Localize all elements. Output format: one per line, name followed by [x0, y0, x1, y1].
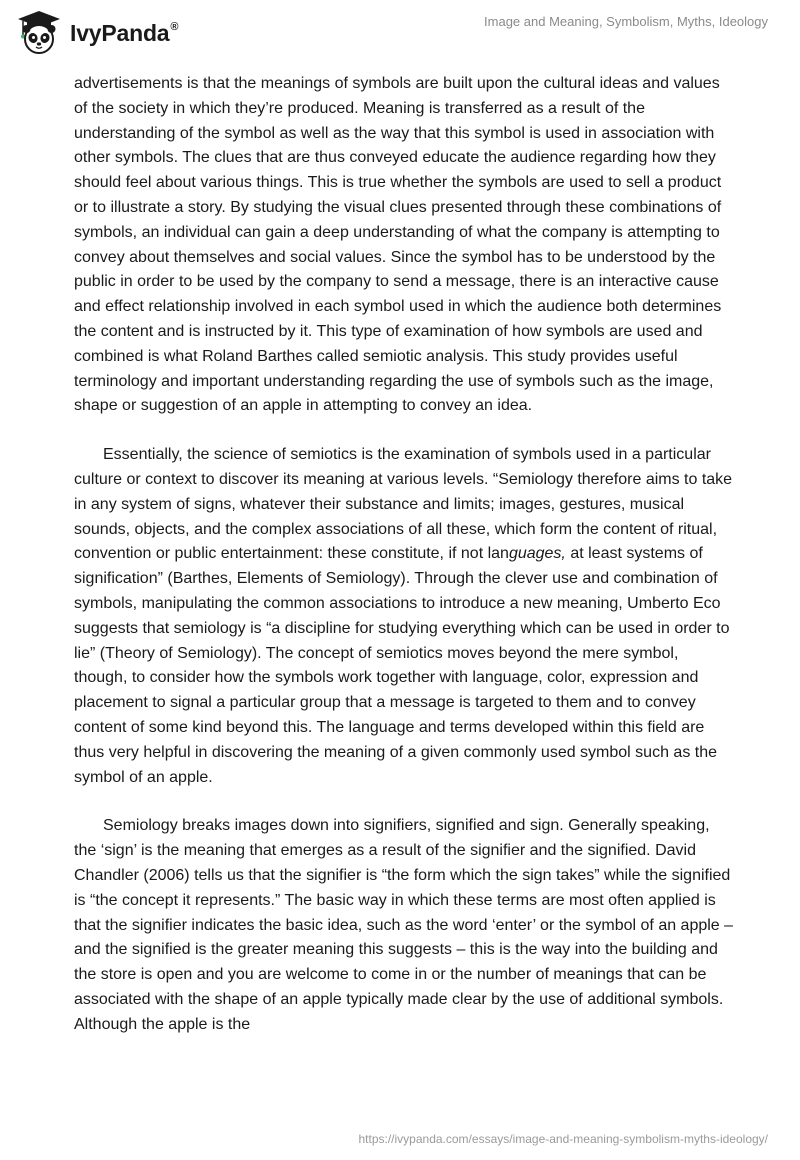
- paragraph-1: advertisements is that the meanings of symbols are built upon the cultural ideas and values of the society in which they’re produced. Meaning is transferred as a result of the understanding of the symbol as well as the way that this symbol is used in association with other symbols. The clues that are thus conveyed educate the audience regarding how they should feel about various things. This is true whether the symbols are used to sell a product or to illustrate a story. By studying the visual clues presented through these combinations of symbols, an individual can gain a deep understanding of what the company is attempting to convey about themselves and social values. Since the symbol has to be understood by the public in order to be used by the company to send a message, there is an interactive cause and effect relationship involved in each symbol used in which the audience both determines the content and is instructed by it. This type of examination of how symbols are used and combined is what Roland Barthes called semiotic analysis. This study provides useful terminology and important understanding regarding the use of symbols such as the image, shape or suggestion of an apple in attempting to convey an idea.: [74, 75, 722, 415]
- paragraph-2-italic: guages,: [508, 545, 566, 563]
- paragraph-3: [74, 814, 734, 1037]
- logo-wordmark: [70, 20, 178, 47]
- panda-graduate-icon: [14, 8, 64, 58]
- paragraph-2: [74, 443, 734, 790]
- source-url[interactable]: https://ivypanda.com/essays/image-and-meaning-symbolism-myths-ideology/: [358, 1132, 768, 1146]
- registered-mark: ®: [170, 20, 179, 33]
- document-title: Image and Meaning, Symbolism, Myths, Ideology: [484, 14, 768, 29]
- logo-text: IvyPanda: [70, 19, 170, 46]
- paragraph-3-text: Semiology breaks images down into signifiers, signified and sign. Generally speaking, the ‘sign’ is the meaning that emerges as a result of the signifier and the signified. David Chandler (2006) tells us that the signifier is “the form which the sign takes” while the signified is “the concept it represents.” The basic way in which these terms are most often applied is that the signifier indicates the basic idea, such as the word ‘enter’ or the symbol of an apple – and the signified is the greater meaning this suggests – this is the way into the building and the store is open and you are welcome to come in or the number of meanings that can be associated with the shape of an apple typically made clear by the use of additional symbols. Although the apple is the: [74, 817, 734, 1033]
- paragraph-2-part-b: at least systems of signification” (Barthes, Elements of Semiology). Through the clever use and combination of symbols, manipulating the common associations to introduce a new meaning, Umberto Eco suggests that semiology is “a discipline for studying everything which can be used in order to lie” (Theory of Semiology). The concept of semiotics moves beyond the mere symbol, though, to consider how the symbols work together with language, color, expression and placement to signal a particular group that a message is targeted to them and to convey content of some kind beyond this. The language and terms developed within this field are thus very helpful in discovering the meaning of a given commonly used symbol such as the symbol of an apple.: [74, 545, 730, 786]
- essay-body: [74, 72, 734, 1061]
- ivypanda-logo[interactable]: [14, 8, 178, 58]
- paragraph-2-part-a: Essentially, the science of semiotics is the examination of symbols used in a particular culture or context to discover its meaning at various levels. “Semiology therefore aims to take in any system of signs, whatever their substance and limits; images, gestures, musical sounds, objects, and the complex associations of all these, which form the content of ritual, convention or public entertainment: these constitute, if not lan: [74, 446, 733, 563]
